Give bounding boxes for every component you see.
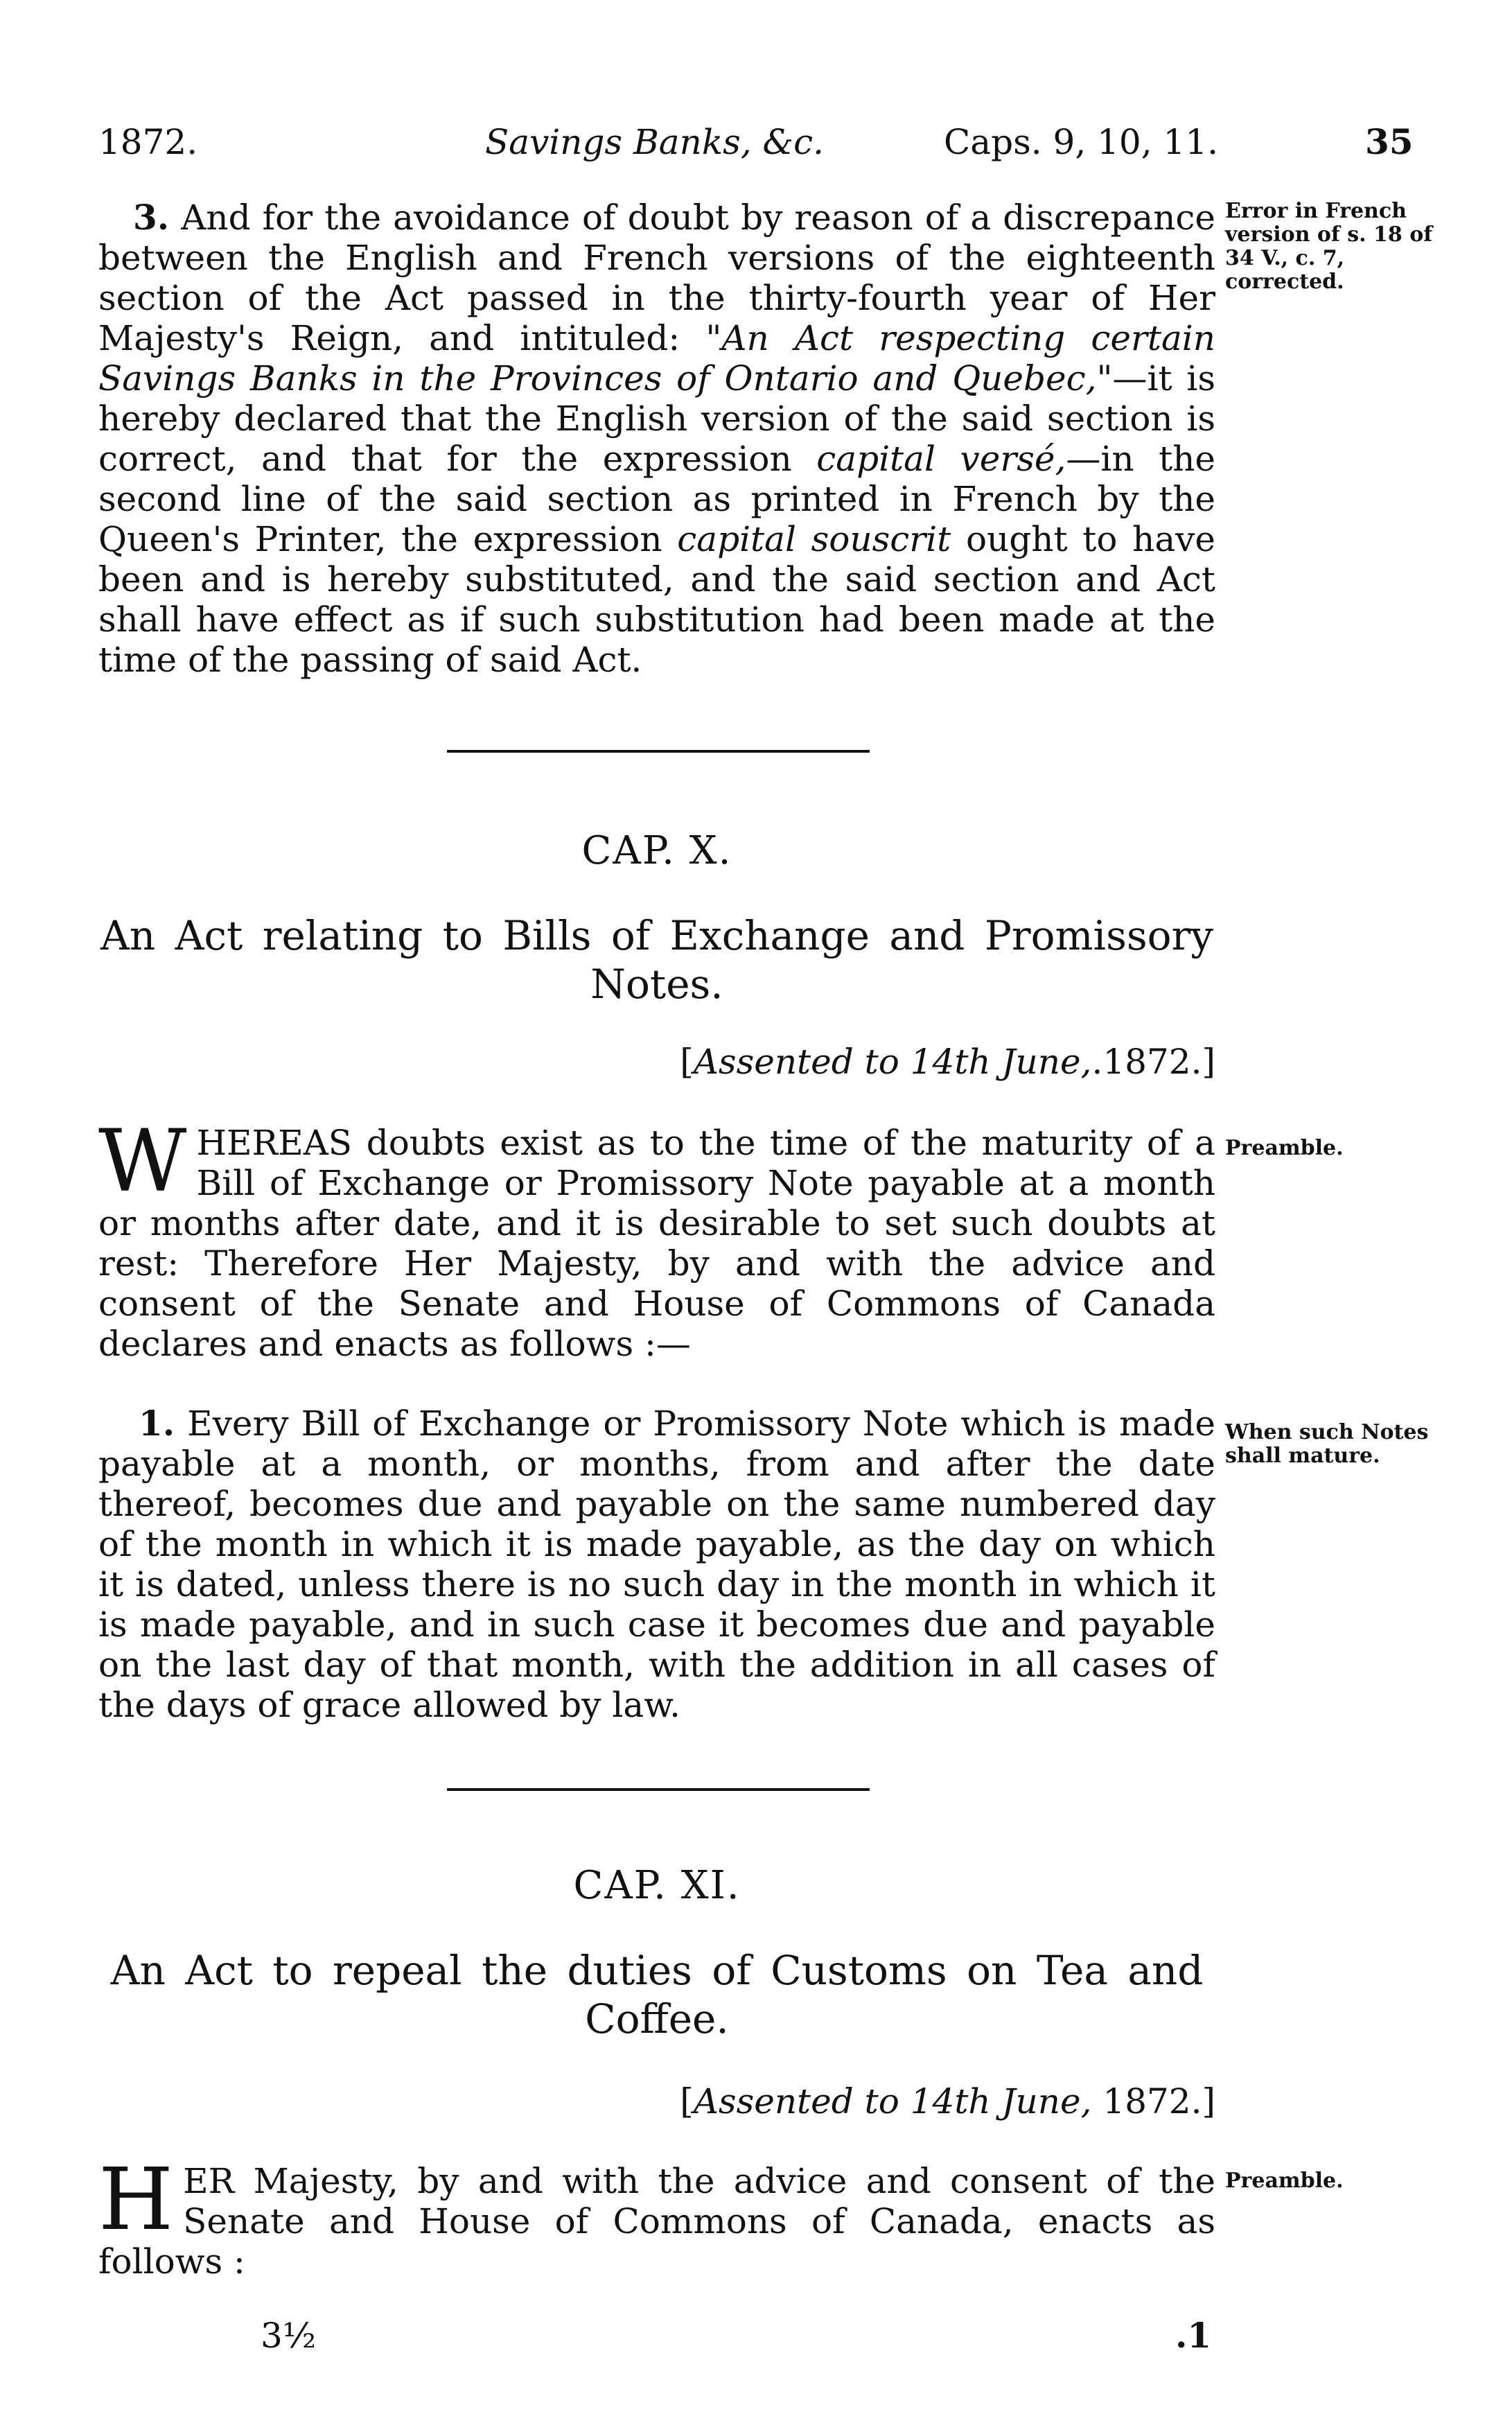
header-chapters: Caps. 9, 10, 11. [944, 122, 1219, 162]
section-divider [447, 750, 870, 753]
section-1-paragraph [98, 1403, 1215, 1725]
assent-text: Assented to 14th June, [693, 2081, 1092, 2122]
chapter-heading: CAP. X. [581, 828, 732, 873]
chapter-heading: CAP. XI. [573, 1863, 741, 1908]
section-text: ought to have been and is hereby substituted, and the said section and Act shall have effect as if such substitution had been made at the time of the passing of said Act. [98, 519, 1215, 680]
assent-year: .1872.] [1091, 1042, 1215, 1082]
section-divider [447, 1788, 870, 1791]
assent-bracket: [ [680, 1042, 694, 1082]
header-title: Savings Banks, &c. [485, 122, 824, 162]
section-number: 3. [133, 197, 170, 238]
preamble-paragraph [98, 2150, 1215, 2282]
section-number: 1. [139, 1403, 175, 1444]
catchword: .1 [1175, 2315, 1212, 2356]
assent-bracket: [ [680, 2081, 694, 2122]
drop-cap: W [98, 1112, 187, 1212]
preamble-paragraph [98, 1112, 1215, 1364]
french-expression: capital versé, [816, 439, 1066, 479]
assent-date [680, 2081, 1215, 2122]
signature-mark: 3½ [261, 2316, 317, 2356]
section-text: —it is hereby declared that the English version of the said section is correct, and that for the expression [98, 358, 1215, 479]
section-text: —in the second line of the said section as printed in French by the Queen's Printer, the expression [98, 439, 1215, 559]
french-expression: capital souscrit [677, 519, 951, 559]
preamble-text: ER Majesty, by and with the advice and consent of the Senate and House of Commons of Canada, enacts as follows : [98, 2161, 1215, 2282]
act-title: An Act relating to Bills of Exchange and Promissory Notes. [100, 912, 1214, 1008]
act-citation: "An Act respecting certain Savings Banks in the Provinces of Ontario and Quebec," [98, 318, 1215, 399]
margin-note-maturity: When such Notes shall mature. [1225, 1420, 1429, 1468]
header-year: 1872. [98, 122, 198, 162]
assent-year: 1872.] [1091, 2081, 1215, 2122]
section-text: And for the avoidance of doubt by reason of a discrepance between the English and French versions of the eighteenth section of the Act passed in the thirty-fourth year of Her Majesty's Reign, and intituled: [98, 198, 1215, 358]
margin-note-error: Error in French version of s. 18 of 34 V., c. 7, corrected. [1225, 199, 1433, 294]
act-title: An Act to repeal the duties of Customs on Tea and Coffee. [110, 1947, 1204, 2043]
section-text: Every Bill of Exchange or Promissory Note which is made payable at a month, or months, from and after the date thereof, becomes due and payable on the same numbered day of the month in which it is made payable, as the day on which it is dated, unless there is no such day in the month in which it is made payable, and in such case it becomes due and payable on the last day of that month, with the addition in all cases of the days of grace allowed by law. [98, 1403, 1215, 1725]
margin-note-preamble: Preamble. [1225, 2169, 1344, 2193]
assent-date [680, 1041, 1215, 1083]
section-3-paragraph [98, 198, 1215, 680]
assent-text: Assented to 14th June, [693, 1042, 1092, 1082]
margin-note-preamble: Preamble. [1225, 1136, 1344, 1160]
page-number: 35 [1365, 121, 1414, 162]
preamble-text: HEREAS doubts exist as to the time of the maturity of a Bill of Exchange or Promissory Note payable at a month or months after date, and it is desirable to set such doubts at rest: Therefore Her Majesty, by and with the advice and consent of the Senate and House of Commons of Canada declares and enacts as follows :— [98, 1123, 1215, 1364]
drop-cap: H [98, 2150, 174, 2250]
